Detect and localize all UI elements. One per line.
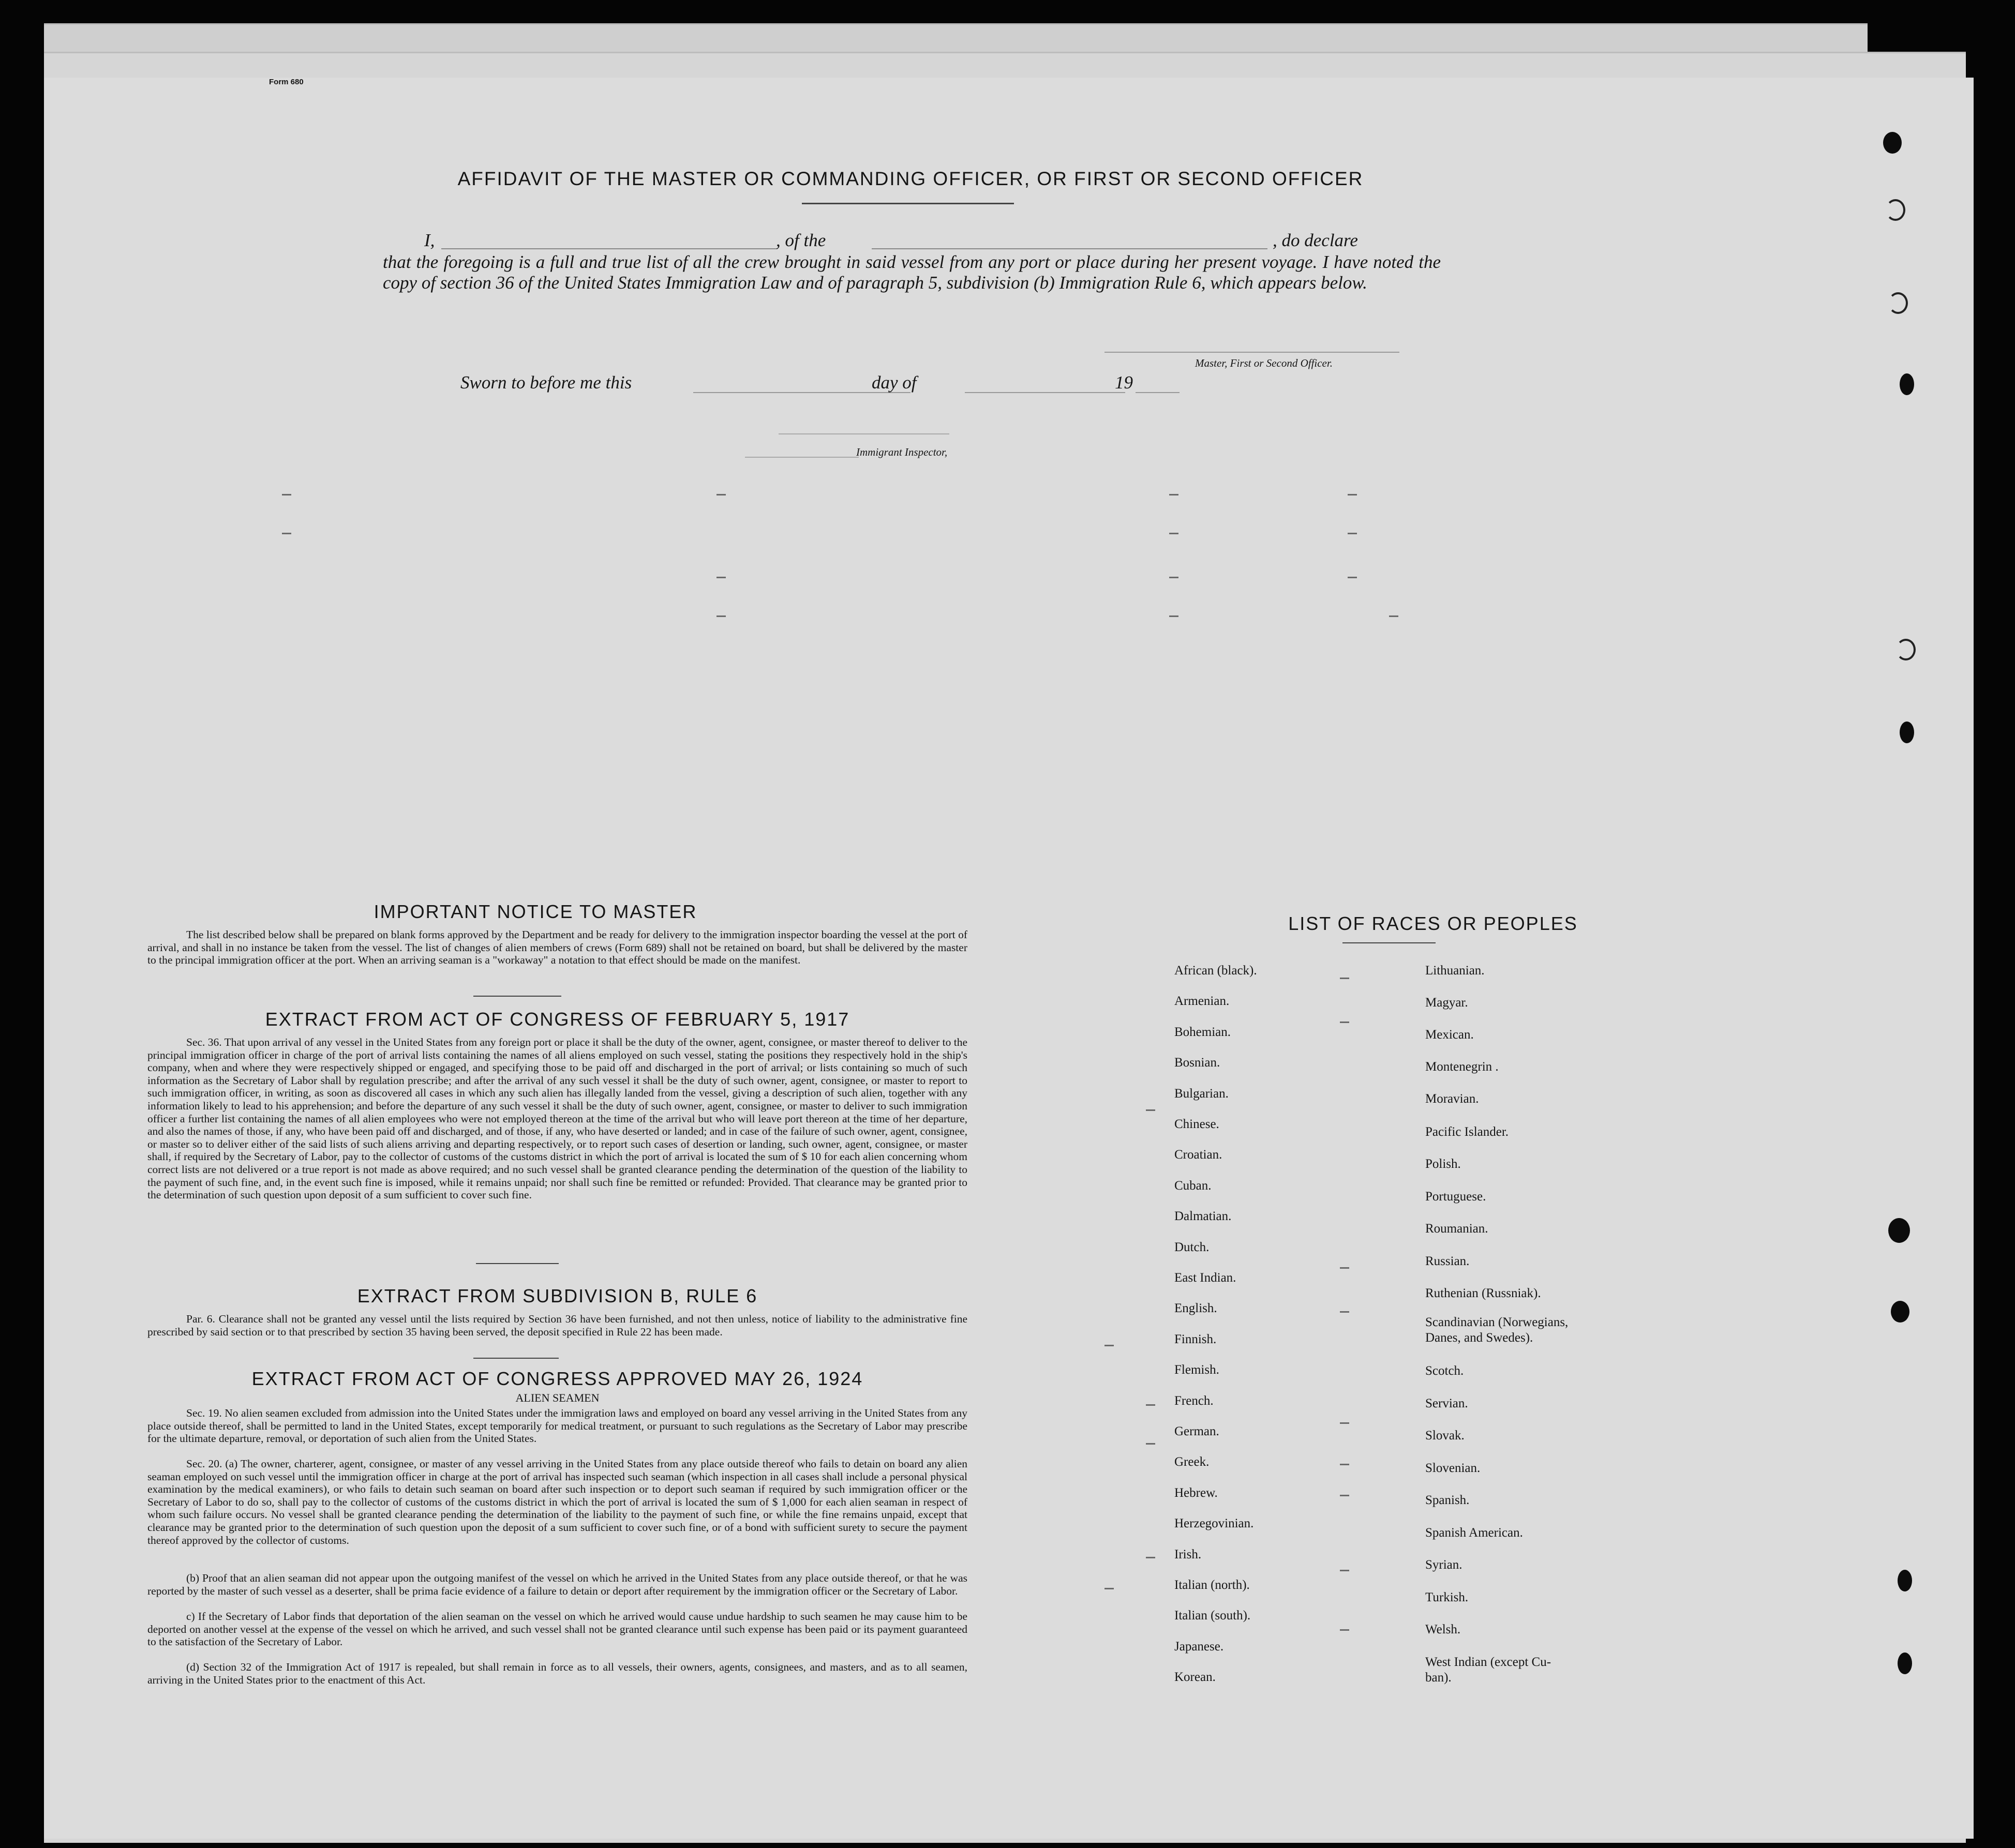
affidavit-title: AFFIDAVIT OF THE MASTER OR COMMANDING OFFICER, OR FIRST OR SECOND OFFICER bbox=[457, 168, 1364, 189]
race-item: Cuban. bbox=[1174, 1178, 1212, 1193]
race-item: Scandinavian (Norwegians, bbox=[1425, 1315, 1569, 1329]
faint-mark bbox=[1104, 1345, 1114, 1346]
affidavit-declare: , do declare bbox=[1273, 230, 1358, 250]
blank-line bbox=[1136, 392, 1180, 393]
race-item: Armenian. bbox=[1174, 994, 1230, 1009]
race-item: Italian (south). bbox=[1174, 1609, 1251, 1623]
faint-mark bbox=[1340, 1570, 1349, 1571]
blank-line bbox=[779, 433, 949, 434]
race-item: Welsh. bbox=[1425, 1622, 1461, 1636]
affidavit-of-the: , of the bbox=[776, 230, 826, 250]
race-item: Slovak. bbox=[1425, 1429, 1465, 1443]
inspector-caption: Immigrant Inspector, bbox=[856, 446, 948, 458]
faint-mark bbox=[1340, 1495, 1349, 1496]
race-item: German. bbox=[1174, 1424, 1219, 1438]
faint-mark bbox=[1104, 1588, 1114, 1589]
faint-mark bbox=[1340, 978, 1349, 979]
notice-text: The list described below shall be prepared on blank forms approved by the Department and be ready for delivery to the immigration inspector boarding the vessel at the port of arrival, and shall in no instance be taken from the vessel. The list of changes of alien members of crews (Form 689) shall not be retained on board, but shall be delivered by the master to the principal immigration officer at the port. When an arriving seaman is a "workaway" a notation to that effect should be made on the manifest. bbox=[147, 928, 967, 967]
year-prefix: 19 bbox=[1115, 372, 1133, 393]
race-item: Ruthenian (Russniak). bbox=[1425, 1286, 1541, 1300]
faint-mark bbox=[1146, 1109, 1155, 1111]
faint-mark bbox=[1340, 1422, 1349, 1424]
race-item: English. bbox=[1174, 1301, 1217, 1316]
faint-mark bbox=[1389, 615, 1398, 617]
race-item: Slovenian. bbox=[1425, 1461, 1481, 1475]
race-item: Korean. bbox=[1174, 1670, 1216, 1685]
race-item: Herzegovinian. bbox=[1174, 1516, 1254, 1531]
binder-hole bbox=[1883, 132, 1902, 154]
form-number: Form 680 bbox=[269, 78, 304, 86]
binder-hole bbox=[1898, 1652, 1912, 1674]
binder-hole bbox=[1888, 1218, 1910, 1243]
races-title: LIST OF RACES OR PEOPLES bbox=[1288, 913, 1578, 934]
notice-title: IMPORTANT NOTICE TO MASTER bbox=[374, 901, 697, 922]
race-item: Roumanian. bbox=[1425, 1222, 1488, 1236]
faint-mark bbox=[717, 494, 726, 495]
race-item: Mexican. bbox=[1425, 1028, 1474, 1042]
faint-mark bbox=[282, 533, 291, 534]
race-item: French. bbox=[1174, 1393, 1214, 1408]
faint-mark bbox=[1169, 533, 1178, 534]
extract-1917-text: Sec. 36. That upon arrival of any vessel in the United States from any foreign port or place it shall be the duty of the owner, agent, consignee, or master thereof to deliver to the principal immigration officer in charge of the port of arrival lists containing the names of all aliens employed on such vessel, stating the positions they respectively hold in the ship's company, when and where they were respectively shipped or engaged, and specifying those to be paid off and discharged in the port of arrival; or lists containing so much of such information as the Secretary of Labor shall by regulation prescribe; and after the arrival of any such vessel it shall be the duty of such owner, agent, consignee, or master to report to such immigration officer, in writing, as soon as discovered all cases in which any such alien has illegally landed from the vessel, giving a description of such alien, together with any information likely to lead to his apprehension; and before the departure of any such vessel it shall be the duty of such owner, agent, consignee, or master to deliver to such immigration officer a further list containing the names of all alien employees who were not employed thereon at the time of the arrival but who will leave port thereon at the time of her departure, and also the names of those, if any, who have been paid off and discharged, and of those, if any, who have deserted or landed; and in case of the failure of such owner, agent, consignee, or master so to deliver either of the said lists of such aliens arriving and departing respectively, or to report such cases of desertion or landing, such owner, agent, consignee, or master shall, if required by the Secretary of Labor, pay to the collector of customs of the customs district in which the port of arrival is located the sum of $ 10 for each alien concerning whom correct lists are not delivered or a true report is not made as above required; and no such vessel shall be granted clearance pending the determination of the question of the liability to the payment of such fine, and, in the event such fine is imposed, while it remains unpaid; nor shall such fine be remitted or refunded: Provided. That clearance may be granted prior to the determination of such question upon deposit of a sum sufficient to cover such fine. bbox=[147, 1036, 967, 1201]
faint-mark bbox=[1169, 494, 1178, 495]
race-item: Italian (north). bbox=[1174, 1578, 1250, 1592]
race-item: Chinese. bbox=[1174, 1117, 1219, 1131]
divider bbox=[1342, 942, 1436, 943]
faint-mark bbox=[1348, 533, 1357, 534]
race-item: African (black). bbox=[1174, 964, 1257, 978]
divider bbox=[476, 1263, 559, 1264]
race-item: Scotch. bbox=[1425, 1364, 1464, 1378]
extract-1917-title: EXTRACT FROM ACT OF CONGRESS OF FEBRUARY 5, 1917 bbox=[265, 1009, 850, 1030]
day-of: day of bbox=[872, 372, 917, 393]
race-item: Moravian. bbox=[1425, 1092, 1479, 1106]
faint-mark bbox=[1348, 494, 1357, 495]
faint-mark bbox=[1169, 615, 1178, 617]
binder-hole bbox=[1888, 292, 1908, 314]
form-page bbox=[44, 78, 1974, 1839]
faint-mark bbox=[717, 615, 726, 617]
race-item: East Indian. bbox=[1174, 1271, 1236, 1285]
blank-line bbox=[1061, 248, 1267, 249]
race-item: Pacific Islander. bbox=[1425, 1125, 1509, 1139]
faint-mark bbox=[1340, 1311, 1349, 1313]
race-item: Spanish American. bbox=[1425, 1526, 1523, 1540]
binder-hole bbox=[1900, 722, 1914, 743]
race-item: Russian. bbox=[1425, 1254, 1470, 1268]
race-item: Servian. bbox=[1425, 1396, 1468, 1410]
race-item: Bulgarian. bbox=[1174, 1086, 1229, 1101]
faint-mark bbox=[1169, 577, 1178, 578]
race-item: Bosnian. bbox=[1174, 1056, 1220, 1070]
race-item: Polish. bbox=[1425, 1157, 1461, 1171]
sworn-text: Sworn to before me this bbox=[460, 372, 632, 393]
faint-mark bbox=[1340, 1021, 1349, 1023]
divider bbox=[473, 996, 561, 997]
blank-line bbox=[965, 392, 1125, 393]
faint-mark bbox=[1146, 1404, 1155, 1406]
race-item: West Indian (except Cu- bbox=[1425, 1655, 1551, 1669]
race-item: Dutch. bbox=[1174, 1240, 1210, 1254]
faint-mark bbox=[1340, 1267, 1349, 1269]
race-item: Syrian. bbox=[1425, 1558, 1462, 1572]
extract-1924-sec19: Sec. 19. No alien seamen excluded from admission into the United States under the immigration laws and employed on board any vessel arriving in the United States from any place outside thereof, shall be permitted to land in the United States, except temporarily for medical treatment, or pursuant to such regulations as the Secretary of Labor may prescribe for the ultimate departure, removal, or deportation of such alien from the United States. bbox=[147, 1407, 967, 1445]
race-item: Finnish. bbox=[1174, 1332, 1217, 1346]
extract-1924-sec20b: (b) Proof that an alien seaman did not appear upon the outgoing manifest of the vessel on which he arrived in the United States from any place outside thereof, or that he was reported by the master of such vessel as a deserter, shall be prima facie evidence of a failure to detain or deport after requirement by the immigration officer or the Secretary of Labor. bbox=[147, 1572, 967, 1597]
faint-mark bbox=[282, 494, 291, 495]
binder-hole bbox=[1898, 1570, 1912, 1591]
extract-1924-sec20c: c) If the Secretary of Labor finds that deportation of the alien seaman on the vessel on which he arrived would cause undue hardship to such seamen he may cause him to be deported on another vessel at the expense of the vessel on which he arrived, and such vessel shall not be granted clearance until such expense has been paid or its payment guaranteed to the satisfaction of the Secretary of Labor. bbox=[147, 1610, 967, 1648]
race-item: ban). bbox=[1425, 1671, 1452, 1685]
faint-mark bbox=[1340, 1629, 1349, 1631]
race-item: Portuguese. bbox=[1425, 1190, 1486, 1204]
race-item: Greek. bbox=[1174, 1455, 1210, 1469]
race-item: Croatian. bbox=[1174, 1148, 1222, 1162]
faint-mark bbox=[1348, 577, 1357, 578]
race-item: Danes, and Swedes). bbox=[1425, 1331, 1533, 1345]
race-item: Flemish. bbox=[1174, 1363, 1219, 1377]
binder-hole bbox=[1886, 199, 1905, 221]
race-item: Hebrew. bbox=[1174, 1485, 1218, 1500]
extract-1924-subtitle: ALIEN SEAMEN bbox=[515, 1391, 600, 1404]
faint-mark bbox=[717, 577, 726, 578]
race-item: Spanish. bbox=[1425, 1493, 1470, 1507]
race-item: Irish. bbox=[1174, 1547, 1202, 1561]
race-item: Japanese. bbox=[1174, 1639, 1224, 1654]
race-item: Turkish. bbox=[1425, 1590, 1469, 1604]
blank-line bbox=[745, 457, 859, 458]
faint-mark bbox=[1146, 1443, 1155, 1445]
extract-rule6-title: EXTRACT FROM SUBDIVISION B, RULE 6 bbox=[357, 1285, 758, 1306]
race-item: Dalmatian. bbox=[1174, 1209, 1232, 1224]
extract-rule6-text: Par. 6. Clearance shall not be granted any vessel until the lists required by Section 36 have been furnished, and not then unless, notice of liability to the administrative fine prescribed by said section or to that prescribed by section 35 having been served, the deposit specified in Rule 22 has been made. bbox=[147, 1313, 967, 1338]
extract-1924-sec20d: (d) Section 32 of the Immigration Act of 1917 is repealed, but shall remain in force as to all vessels, their owners, agents, consignees, and masters, and as to all seamen, arriving in the United States prior to the enactment of this Act. bbox=[147, 1661, 967, 1686]
signature-caption: Master, First or Second Officer. bbox=[1195, 357, 1333, 369]
race-item: Lithuanian. bbox=[1425, 964, 1485, 978]
blank-line bbox=[441, 248, 778, 249]
faint-mark bbox=[1340, 1464, 1349, 1465]
race-item: Montenegrin . bbox=[1425, 1060, 1499, 1074]
faint-mark bbox=[1146, 1557, 1155, 1558]
binder-hole bbox=[1896, 639, 1916, 660]
extract-1924-title: EXTRACT FROM ACT OF CONGRESS APPROVED MAY 26, 1924 bbox=[251, 1368, 863, 1389]
affidavit-i: I, bbox=[424, 230, 435, 250]
race-item: Magyar. bbox=[1425, 996, 1468, 1010]
divider bbox=[802, 203, 1014, 204]
signature-line bbox=[1104, 352, 1399, 353]
divider bbox=[473, 1358, 559, 1359]
binder-hole bbox=[1900, 373, 1914, 395]
race-item: Bohemian. bbox=[1174, 1025, 1231, 1039]
extract-1924-sec20a: Sec. 20. (a) The owner, charterer, agent, consignee, or master of any vessel arriving in the United States from any place outside thereof who fails to detain on board any alien seaman employed on such vessel until the immigration officer in charge at the port of arrival has inspected such seaman (which inspection in all cases shall include a personal physical examination by the medical examiners), or who fails to detain such seaman on board after such inspection or to deport such seaman if required by such immigration officer or the Secretary of Labor to do so, shall pay to the collector of customs of the customs district in which the port of arrival is located the sum of $ 1,000 for each alien seaman in respect of whom such failure occurs. No vessel shall be granted clearance pending the determination of the liability to the payment of such fine, or while the fine remains unpaid, except that clearance may be granted prior to the determination of such question upon the deposit of a sum sufficient to cover such fine, or of a bond with sufficient surety to secure the payment thereof approved by the collector of customs. bbox=[147, 1458, 967, 1546]
affidavit-body: that the foregoing is a full and true list of all the crew brought in said vessel from any port or place during her present voyage. I have noted the copy of section 36 of the United States Immigration Law and of paragraph 5, subdivision (b) Immigration Rule 6, which appears below. bbox=[383, 252, 1441, 293]
binder-hole bbox=[1891, 1301, 1909, 1323]
